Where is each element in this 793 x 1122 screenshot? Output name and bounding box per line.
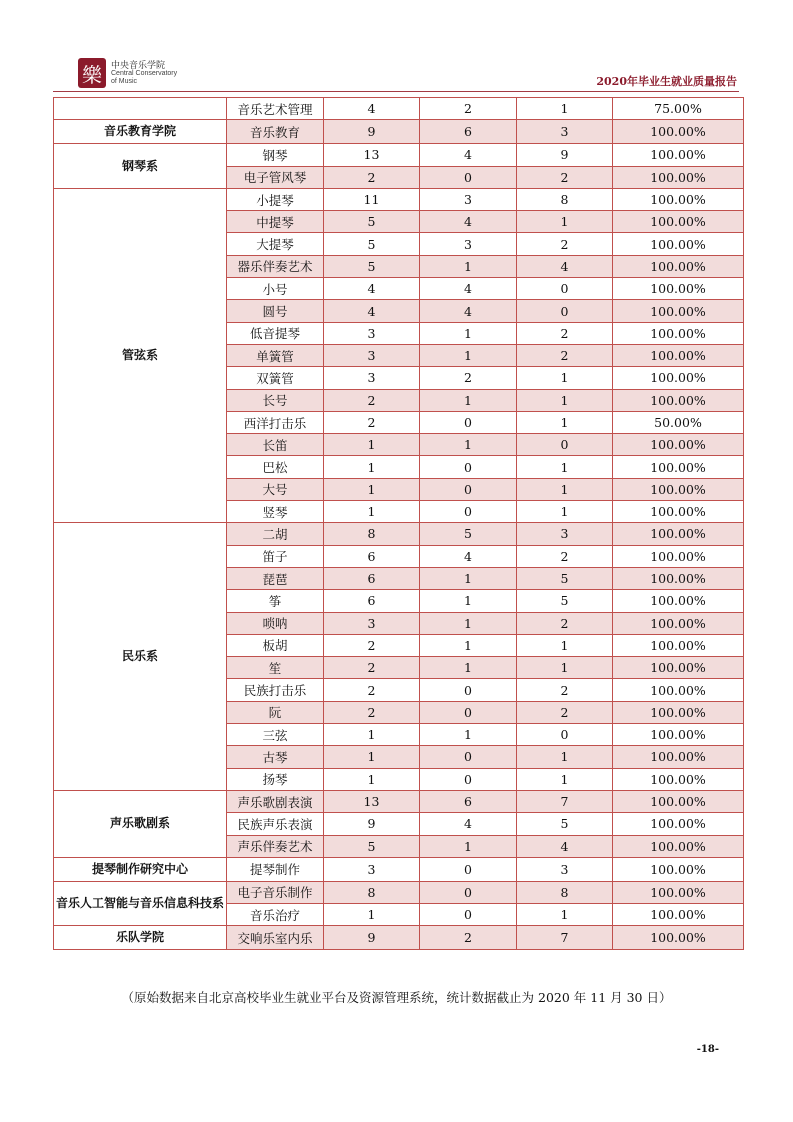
rate-cell: 100.00% (613, 188, 744, 210)
rate-cell: 100.00% (613, 120, 744, 144)
count-cell: 1 (517, 746, 613, 768)
count-cell: 2 (324, 701, 420, 723)
count-cell: 2 (517, 612, 613, 634)
major-cell: 小号 (227, 278, 324, 300)
major-cell: 单簧管 (227, 344, 324, 366)
logo-english-line-2: of Music (111, 77, 138, 85)
count-cell: 3 (517, 857, 613, 881)
major-cell: 民族声乐表演 (227, 813, 324, 835)
count-cell: 0 (517, 300, 613, 322)
rate-cell: 100.00% (613, 657, 744, 679)
count-cell: 1 (517, 501, 613, 523)
count-cell: 4 (324, 98, 420, 120)
department-cell: 声乐歌剧系 (54, 790, 227, 857)
count-cell: 1 (517, 98, 613, 120)
count-cell: 4 (517, 835, 613, 857)
count-cell: 0 (420, 904, 517, 926)
major-cell: 板胡 (227, 634, 324, 656)
logo-emblem-icon: 樂 (78, 58, 106, 88)
count-cell: 1 (420, 835, 517, 857)
department-cell: 提琴制作研究中心 (54, 857, 227, 881)
table-row (54, 98, 744, 120)
rate-cell: 100.00% (613, 501, 744, 523)
count-cell: 5 (517, 590, 613, 612)
count-cell: 2 (517, 322, 613, 344)
major-cell: 唢呐 (227, 612, 324, 634)
major-cell: 电子管风琴 (227, 166, 324, 188)
count-cell: 0 (420, 166, 517, 188)
count-cell: 4 (324, 300, 420, 322)
major-cell: 大提琴 (227, 233, 324, 255)
count-cell: 1 (517, 768, 613, 790)
rate-cell: 100.00% (613, 211, 744, 233)
count-cell: 2 (517, 701, 613, 723)
table-row (54, 144, 744, 166)
count-cell: 2 (517, 679, 613, 701)
major-cell: 三弦 (227, 724, 324, 746)
count-cell: 1 (517, 411, 613, 433)
count-cell: 0 (517, 724, 613, 746)
count-cell: 1 (324, 724, 420, 746)
count-cell: 1 (420, 255, 517, 277)
rate-cell: 100.00% (613, 612, 744, 634)
rate-cell: 100.00% (613, 478, 744, 500)
rate-cell: 100.00% (613, 724, 744, 746)
count-cell: 5 (517, 567, 613, 589)
count-cell: 6 (324, 590, 420, 612)
count-cell: 1 (517, 657, 613, 679)
report-title: 2020年毕业生就业质量报告 (596, 75, 737, 88)
count-cell: 0 (517, 434, 613, 456)
table-row (54, 120, 744, 144)
count-cell: 13 (324, 790, 420, 812)
count-cell: 1 (420, 612, 517, 634)
count-cell: 9 (324, 120, 420, 144)
count-cell: 2 (517, 166, 613, 188)
count-cell: 1 (420, 344, 517, 366)
count-cell: 4 (324, 278, 420, 300)
count-cell: 0 (420, 746, 517, 768)
employment-table (53, 97, 744, 950)
rate-cell: 100.00% (613, 567, 744, 589)
rate-cell: 100.00% (613, 322, 744, 344)
count-cell: 6 (324, 545, 420, 567)
major-cell: 长号 (227, 389, 324, 411)
count-cell: 2 (324, 411, 420, 433)
department-cell: 音乐教育学院 (54, 120, 227, 144)
major-cell: 低音提琴 (227, 322, 324, 344)
count-cell: 3 (324, 857, 420, 881)
count-cell: 5 (324, 255, 420, 277)
count-cell: 1 (517, 456, 613, 478)
rate-cell: 100.00% (613, 881, 744, 903)
count-cell: 1 (517, 478, 613, 500)
rate-cell: 100.00% (613, 857, 744, 881)
count-cell: 0 (420, 679, 517, 701)
department-cell: 钢琴系 (54, 144, 227, 189)
count-cell: 2 (517, 545, 613, 567)
department-cell: 乐队学院 (54, 926, 227, 950)
count-cell: 1 (324, 478, 420, 500)
rate-cell: 100.00% (613, 590, 744, 612)
count-cell: 1 (517, 904, 613, 926)
major-cell: 提琴制作 (227, 857, 324, 881)
rate-cell: 100.00% (613, 233, 744, 255)
count-cell: 2 (420, 926, 517, 950)
rate-cell: 100.00% (613, 300, 744, 322)
major-cell: 竖琴 (227, 501, 324, 523)
count-cell: 4 (420, 211, 517, 233)
count-cell: 3 (420, 233, 517, 255)
rate-cell: 100.00% (613, 904, 744, 926)
count-cell: 1 (324, 501, 420, 523)
rate-cell: 100.00% (613, 813, 744, 835)
count-cell: 1 (420, 434, 517, 456)
count-cell: 1 (517, 389, 613, 411)
rate-cell: 100.00% (613, 701, 744, 723)
rate-cell: 75.00% (613, 98, 744, 120)
rate-cell: 100.00% (613, 367, 744, 389)
count-cell: 13 (324, 144, 420, 166)
table-row (54, 523, 744, 545)
count-cell: 5 (324, 211, 420, 233)
major-cell: 二胡 (227, 523, 324, 545)
major-cell: 音乐治疗 (227, 904, 324, 926)
rate-cell: 100.00% (613, 679, 744, 701)
count-cell: 3 (517, 120, 613, 144)
count-cell: 4 (420, 813, 517, 835)
count-cell: 0 (420, 881, 517, 903)
page-number: -18- (696, 1044, 719, 1055)
rate-cell: 100.00% (613, 166, 744, 188)
count-cell: 1 (420, 322, 517, 344)
rate-cell: 100.00% (613, 545, 744, 567)
count-cell: 1 (324, 434, 420, 456)
count-cell: 1 (517, 211, 613, 233)
count-cell: 5 (420, 523, 517, 545)
rate-cell: 100.00% (613, 523, 744, 545)
count-cell: 5 (517, 813, 613, 835)
count-cell: 6 (324, 567, 420, 589)
major-cell: 大号 (227, 478, 324, 500)
rate-cell: 100.00% (613, 434, 744, 456)
major-cell: 钢琴 (227, 144, 324, 166)
source-note: （原始数据来自北京高校毕业生就业平台及资源管理系统，统计数据截止为 2020 年 11 月 30 日） (121, 990, 672, 1005)
rate-cell: 100.00% (613, 344, 744, 366)
count-cell: 0 (420, 857, 517, 881)
department-cell: 民乐系 (54, 523, 227, 791)
major-cell: 中提琴 (227, 211, 324, 233)
major-cell: 器乐伴奏艺术 (227, 255, 324, 277)
count-cell: 2 (324, 679, 420, 701)
count-cell: 4 (420, 278, 517, 300)
rate-cell: 100.00% (613, 278, 744, 300)
count-cell: 1 (420, 724, 517, 746)
rate-cell: 100.00% (613, 926, 744, 950)
major-cell: 圆号 (227, 300, 324, 322)
count-cell: 2 (324, 389, 420, 411)
count-cell: 0 (420, 501, 517, 523)
count-cell: 1 (517, 634, 613, 656)
count-cell: 3 (517, 523, 613, 545)
department-cell (54, 98, 227, 120)
major-cell: 筝 (227, 590, 324, 612)
major-cell: 长笛 (227, 434, 324, 456)
rate-cell: 100.00% (613, 768, 744, 790)
count-cell: 5 (324, 835, 420, 857)
table-row (54, 926, 744, 950)
count-cell: 9 (517, 144, 613, 166)
count-cell: 4 (420, 300, 517, 322)
count-cell: 0 (420, 701, 517, 723)
major-cell: 古琴 (227, 746, 324, 768)
major-cell: 交响乐室内乐 (227, 926, 324, 950)
count-cell: 3 (324, 612, 420, 634)
major-cell: 笙 (227, 657, 324, 679)
major-cell: 音乐艺术管理 (227, 98, 324, 120)
count-cell: 1 (517, 367, 613, 389)
count-cell: 11 (324, 188, 420, 210)
count-cell: 1 (420, 567, 517, 589)
major-cell: 声乐伴奏艺术 (227, 835, 324, 857)
logo-text (111, 61, 177, 86)
rate-cell: 100.00% (613, 835, 744, 857)
count-cell: 3 (324, 367, 420, 389)
count-cell: 0 (420, 456, 517, 478)
rate-cell: 100.00% (613, 746, 744, 768)
count-cell: 2 (324, 657, 420, 679)
rate-cell: 100.00% (613, 790, 744, 812)
count-cell: 2 (517, 233, 613, 255)
rate-cell: 50.00% (613, 411, 744, 433)
table-row (54, 857, 744, 881)
count-cell: 1 (420, 590, 517, 612)
school-logo (78, 58, 177, 88)
count-cell: 1 (324, 456, 420, 478)
major-cell: 琵琶 (227, 567, 324, 589)
count-cell: 1 (420, 657, 517, 679)
major-cell: 笛子 (227, 545, 324, 567)
count-cell: 3 (420, 188, 517, 210)
count-cell: 1 (324, 768, 420, 790)
table-row (54, 188, 744, 210)
count-cell: 3 (324, 322, 420, 344)
count-cell: 6 (420, 120, 517, 144)
major-cell: 音乐教育 (227, 120, 324, 144)
count-cell: 2 (420, 98, 517, 120)
count-cell: 1 (324, 904, 420, 926)
table-row (54, 881, 744, 903)
department-cell: 管弦系 (54, 188, 227, 522)
count-cell: 9 (324, 926, 420, 950)
major-cell: 小提琴 (227, 188, 324, 210)
logo-english-line-1: Central Conservatory (111, 69, 178, 77)
department-cell: 音乐人工智能与音乐信息科技系 (54, 881, 227, 926)
major-cell: 声乐歌剧表演 (227, 790, 324, 812)
rate-cell: 100.00% (613, 255, 744, 277)
count-cell: 8 (324, 523, 420, 545)
major-cell: 电子音乐制作 (227, 881, 324, 903)
count-cell: 7 (517, 790, 613, 812)
count-cell: 1 (420, 389, 517, 411)
major-cell: 民族打击乐 (227, 679, 324, 701)
rate-cell: 100.00% (613, 456, 744, 478)
rate-cell: 100.00% (613, 144, 744, 166)
rate-cell: 100.00% (613, 389, 744, 411)
count-cell: 0 (420, 478, 517, 500)
count-cell: 2 (517, 344, 613, 366)
major-cell: 西洋打击乐 (227, 411, 324, 433)
count-cell: 5 (324, 233, 420, 255)
count-cell: 8 (517, 188, 613, 210)
count-cell: 2 (324, 634, 420, 656)
count-cell: 3 (324, 344, 420, 366)
count-cell: 2 (324, 166, 420, 188)
count-cell: 1 (420, 634, 517, 656)
table-row (54, 790, 744, 812)
logo-chinese-name: 中央音乐学院 (111, 59, 166, 70)
count-cell: 8 (517, 881, 613, 903)
count-cell: 4 (517, 255, 613, 277)
header-divider (53, 91, 739, 92)
count-cell: 8 (324, 881, 420, 903)
count-cell: 9 (324, 813, 420, 835)
count-cell: 0 (517, 278, 613, 300)
count-cell: 7 (517, 926, 613, 950)
major-cell: 扬琴 (227, 768, 324, 790)
major-cell: 双簧管 (227, 367, 324, 389)
rate-cell: 100.00% (613, 634, 744, 656)
count-cell: 4 (420, 144, 517, 166)
count-cell: 0 (420, 768, 517, 790)
major-cell: 阮 (227, 701, 324, 723)
count-cell: 6 (420, 790, 517, 812)
count-cell: 0 (420, 411, 517, 433)
count-cell: 4 (420, 545, 517, 567)
count-cell: 2 (420, 367, 517, 389)
major-cell: 巴松 (227, 456, 324, 478)
count-cell: 1 (324, 746, 420, 768)
